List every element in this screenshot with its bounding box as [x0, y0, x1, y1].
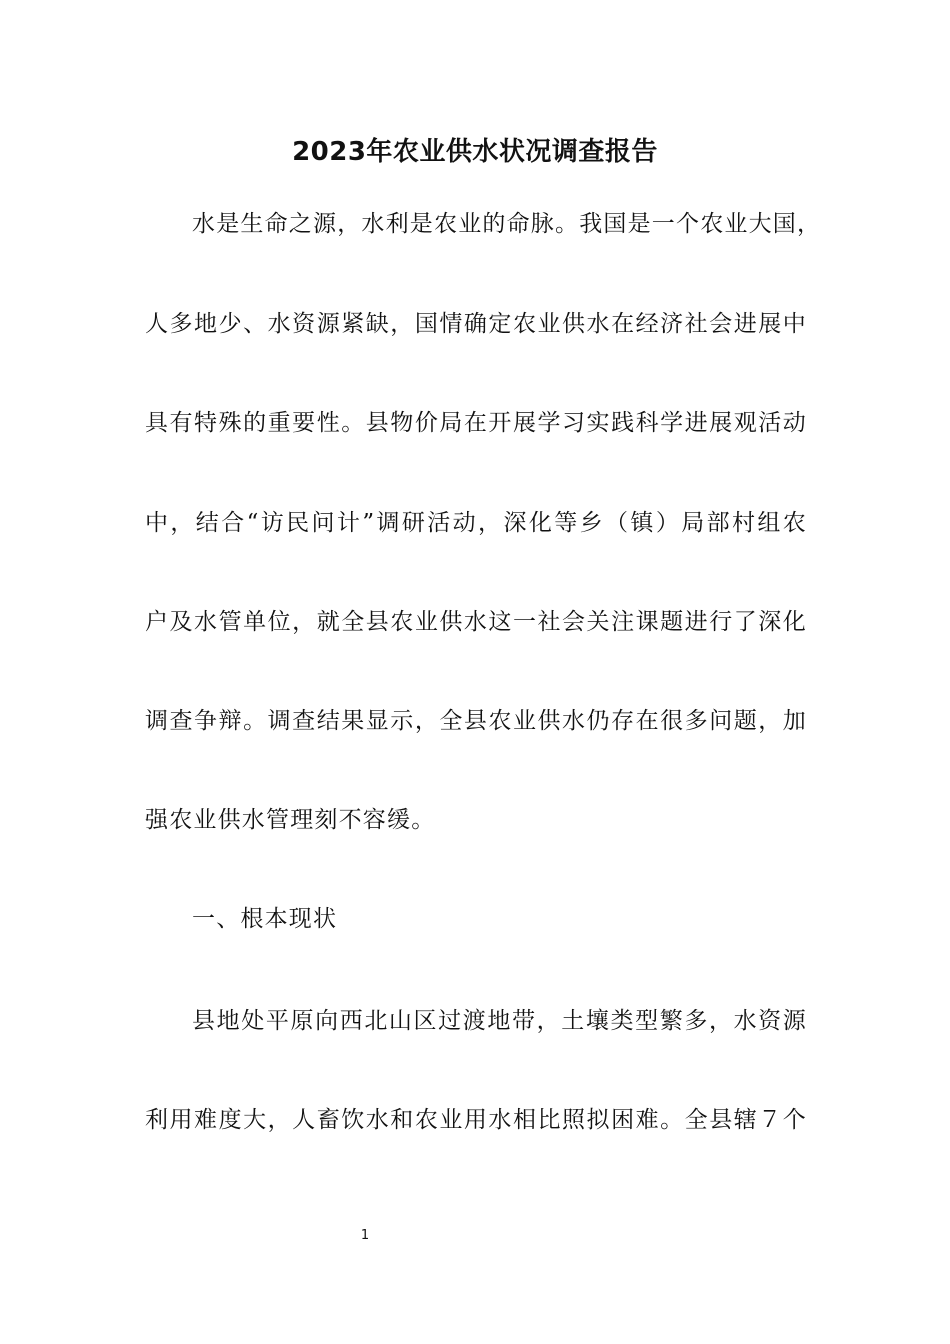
paragraph-line: 户及水管单位，就全县农业供水这一社会关注课题进行了深化	[145, 609, 807, 635]
paragraph-line: 水是生命之源，水利是农业的命脉。我国是一个农业大国，	[192, 211, 822, 237]
paragraph-line: 调查争辩。调查结果显示，全县农业供水仍存在很多问题，加	[145, 708, 807, 734]
document-title: 2023年农业供水状况调查报告	[292, 137, 658, 167]
paragraph-line: 人多地少、水资源紧缺，国情确定农业供水在经济社会进展中	[145, 311, 807, 337]
paragraph-line: 强农业供水管理刻不容缓。	[145, 807, 436, 833]
paragraph-line: 中，结合“访民问计”调研活动，深化等乡（镇）局部村组农	[145, 510, 807, 536]
paragraph-line: 具有特殊的重要性。县物价局在开展学习实践科学进展观活动	[145, 410, 807, 436]
paragraph-line: 县地处平原向西北山区过渡地带，土壤类型繁多，水资源	[192, 1008, 807, 1034]
section-heading: 一、根本现状	[192, 906, 338, 932]
paragraph-line: 利用难度大，人畜饮水和农业用水相比照拟困难。全县辖７个	[145, 1107, 807, 1133]
page-number: 1	[360, 1228, 370, 1243]
